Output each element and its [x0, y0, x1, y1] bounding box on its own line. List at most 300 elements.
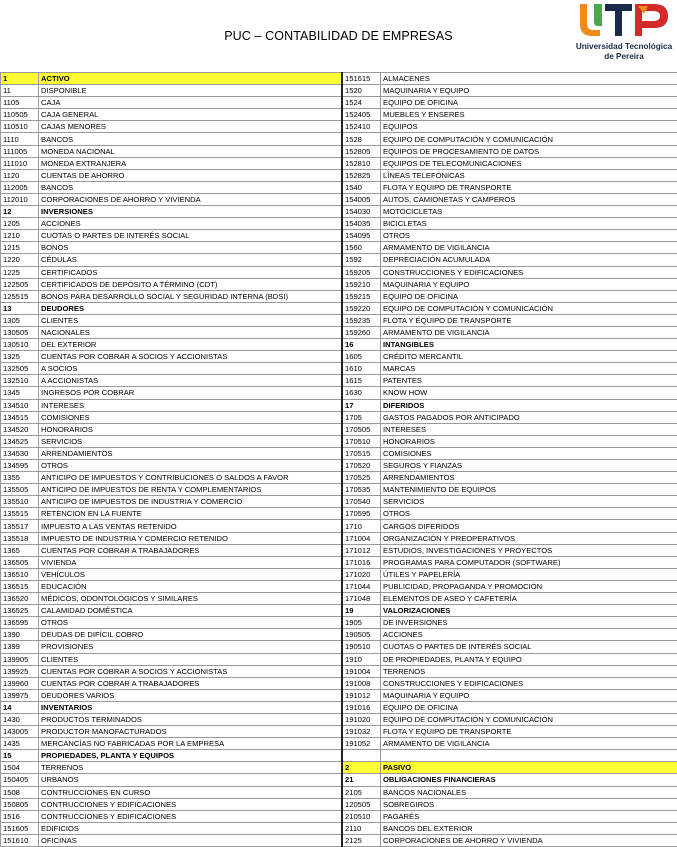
- table-row: [1, 302, 677, 314]
- right-account-code: 191016: [342, 701, 381, 713]
- right-account-code: 159235: [342, 314, 381, 326]
- left-account-code: 139960: [1, 677, 39, 689]
- left-account-code: 1120: [1, 169, 39, 181]
- left-account-name: ACTIVO: [39, 73, 343, 85]
- right-account-code: 159205: [342, 266, 381, 278]
- right-account-code: 170540: [342, 496, 381, 508]
- left-account-name: RETENCION EN LA FUENTE: [39, 508, 343, 520]
- left-account-code: 110510: [1, 121, 39, 133]
- left-account-code: 130510: [1, 339, 39, 351]
- right-account-name: EQUIPO DE OFICINA: [381, 701, 677, 713]
- table-row: [1, 73, 677, 85]
- left-account-name: CONTRUCCIONES Y EDIFICACIONES: [39, 810, 343, 822]
- left-account-code: 1435: [1, 738, 39, 750]
- right-account-code: 1520: [342, 85, 381, 97]
- table-row: [1, 834, 677, 846]
- right-account-name: ALMACENES: [381, 73, 677, 85]
- left-account-name: OFICINAS: [39, 834, 343, 846]
- right-account-code: 170510: [342, 435, 381, 447]
- right-account-name: EQUIPO DE COMPUTACIÓN Y COMUNICACIÓN: [381, 302, 677, 314]
- left-account-code: 143005: [1, 726, 39, 738]
- table-row: [1, 145, 677, 157]
- right-account-name: EQUIPO DE COMPUTACIÓN Y COMUNICACIÓN: [381, 133, 677, 145]
- right-account-code: 152805: [342, 145, 381, 157]
- table-row: [1, 665, 677, 677]
- right-account-name: INTERESES: [381, 423, 677, 435]
- table-row: [1, 786, 677, 798]
- table-row: [1, 351, 677, 363]
- right-account-code: 16: [342, 339, 381, 351]
- table-row: [1, 387, 677, 399]
- table-row: [1, 266, 677, 278]
- right-account-name: DE INVERSIONES: [381, 617, 677, 629]
- left-account-code: 132510: [1, 375, 39, 387]
- left-account-code: 134525: [1, 435, 39, 447]
- right-account-code: 170595: [342, 508, 381, 520]
- right-account-name: BICICLETAS: [381, 218, 677, 230]
- table-row: [1, 447, 677, 459]
- left-account-code: 139925: [1, 665, 39, 677]
- left-account-name: ANTICIPO DE IMPUESTOS DE RENTA Y COMPLEMENTARIOS: [39, 484, 343, 496]
- left-account-name: CUENTAS POR COBRAR A TRABAJADORES: [39, 677, 343, 689]
- left-account-code: 135515: [1, 508, 39, 520]
- table-row: [1, 411, 677, 423]
- right-account-name: COMISIONES: [381, 447, 677, 459]
- table-row: [1, 568, 677, 580]
- right-account-name: CONSTRUCCIONES Y EDIFICACIONES: [381, 266, 677, 278]
- right-account-name: PUBLICIDAD, PROPAGANDA Y PROMOCIÓN: [381, 580, 677, 592]
- left-account-name: PROVISIONES: [39, 641, 343, 653]
- table-row: [1, 726, 677, 738]
- left-account-code: 1210: [1, 230, 39, 242]
- table-row: [1, 326, 677, 338]
- right-account-name: SOBREGIROS: [381, 798, 677, 810]
- table-row: [1, 181, 677, 193]
- left-account-code: 112010: [1, 193, 39, 205]
- table-row: [1, 810, 677, 822]
- left-account-code: 111005: [1, 145, 39, 157]
- left-account-code: 139905: [1, 653, 39, 665]
- left-account-name: COMISIONES: [39, 411, 343, 423]
- table-row: [1, 798, 677, 810]
- left-account-name: CUENTAS POR COBRAR A SOCIOS Y ACCIONISTAS: [39, 351, 343, 363]
- left-account-code: 1504: [1, 762, 39, 774]
- right-account-name: MAQUINARIA Y EQUIPO: [381, 689, 677, 701]
- right-account-name: MUEBLES Y ENSERES: [381, 109, 677, 121]
- left-account-code: 134510: [1, 399, 39, 411]
- right-account-code: 1630: [342, 387, 381, 399]
- right-account-code: 210510: [342, 810, 381, 822]
- left-account-name: EDIFICIOS: [39, 822, 343, 834]
- left-account-code: 15: [1, 750, 39, 762]
- table-row: [1, 822, 677, 834]
- left-account-name: NACIONALES: [39, 326, 343, 338]
- right-account-name: OBLIGACIONES FINANCIERAS: [381, 774, 677, 786]
- left-account-name: INTERESES: [39, 399, 343, 411]
- left-account-name: CERTIFICADOS: [39, 266, 343, 278]
- left-account-code: 125515: [1, 290, 39, 302]
- left-account-name: A SOCIOS: [39, 363, 343, 375]
- table-row: [1, 157, 677, 169]
- left-account-name: DEUDORES: [39, 302, 343, 314]
- left-account-name: MERCANCÍAS NO FABRICADAS POR LA EMPRESA: [39, 738, 343, 750]
- left-account-code: 134595: [1, 460, 39, 472]
- right-account-name: EQUIPOS DE PROCESAMIENTO DE DATOS: [381, 145, 677, 157]
- right-account-code: 170525: [342, 472, 381, 484]
- table-row: [1, 133, 677, 145]
- left-account-code: 1205: [1, 218, 39, 230]
- table-row: [1, 701, 677, 713]
- right-account-name: MANTENIMIENTO DE EQUIPOS: [381, 484, 677, 496]
- table-row: [1, 230, 677, 242]
- table-row: [1, 290, 677, 302]
- left-account-name: CUENTAS DE AHORRO: [39, 169, 343, 181]
- right-account-code: 191032: [342, 726, 381, 738]
- right-account-name: OTROS: [381, 230, 677, 242]
- right-account-name: FLOTA Y EQUIPO DE TRANSPORTE: [381, 314, 677, 326]
- right-account-code: 191020: [342, 713, 381, 725]
- left-account-code: 135505: [1, 484, 39, 496]
- right-account-name: [381, 750, 677, 762]
- table-row: [1, 653, 677, 665]
- utp-logo-icon: [574, 0, 674, 40]
- table-row: [1, 556, 677, 568]
- left-account-name: PROPIEDADES, PLANTA Y EQUIPOS: [39, 750, 343, 762]
- right-account-code: [342, 750, 381, 762]
- right-account-code: 170520: [342, 460, 381, 472]
- right-account-name: TERRENOS: [381, 665, 677, 677]
- left-account-code: 1225: [1, 266, 39, 278]
- table-row: [1, 375, 677, 387]
- table-row: [1, 544, 677, 556]
- right-account-code: 159210: [342, 278, 381, 290]
- left-account-name: TERRENOS: [39, 762, 343, 774]
- right-account-code: 170535: [342, 484, 381, 496]
- left-account-name: ANTICIPO DE IMPUESTOS Y CONTRIBUCIONES O SALDOS A FAVOR: [39, 472, 343, 484]
- left-account-code: 1215: [1, 242, 39, 254]
- left-account-name: MONEDA EXTRANJERA: [39, 157, 343, 169]
- left-account-code: 1220: [1, 254, 39, 266]
- table-row: [1, 484, 677, 496]
- table-row: [1, 689, 677, 701]
- right-account-name: MOTOCICLETAS: [381, 206, 677, 218]
- right-account-name: CORPORACIONES DE AHORRO Y VIVIENDA: [381, 834, 677, 846]
- left-account-name: BONOS PARA DESARROLLO SOCIAL Y SEGURIDAD INTERNA (BDSI): [39, 290, 343, 302]
- right-account-code: 171020: [342, 568, 381, 580]
- left-account-code: 136525: [1, 605, 39, 617]
- table-row: [1, 339, 677, 351]
- table-row: [1, 423, 677, 435]
- left-account-name: MONEDA NACIONAL: [39, 145, 343, 157]
- left-account-code: 122505: [1, 278, 39, 290]
- right-account-name: ORGANIZACIÓN Y PREOPERATIVOS: [381, 532, 677, 544]
- left-account-code: 1345: [1, 387, 39, 399]
- table-row: [1, 713, 677, 725]
- table-row: [1, 169, 677, 181]
- right-account-name: BANCOS NACIONALES: [381, 786, 677, 798]
- left-account-name: OTROS: [39, 460, 343, 472]
- table-row: [1, 460, 677, 472]
- left-account-name: BANCOS: [39, 181, 343, 193]
- table-row: [1, 641, 677, 653]
- right-account-code: 190510: [342, 641, 381, 653]
- right-account-code: 152410: [342, 121, 381, 133]
- table-row: [1, 677, 677, 689]
- left-account-name: BONOS: [39, 242, 343, 254]
- right-account-code: 154035: [342, 218, 381, 230]
- left-account-code: 111010: [1, 157, 39, 169]
- left-account-name: CERTIFICADOS DE DEPÓSITO A TÉRMINO (CDT): [39, 278, 343, 290]
- left-account-name: CONTRUCCIONES Y EDIFICACIONES: [39, 798, 343, 810]
- right-account-code: 2125: [342, 834, 381, 846]
- right-account-code: 21: [342, 774, 381, 786]
- right-account-name: CONSTRUCCIONES Y EDIFICACIONES: [381, 677, 677, 689]
- right-account-name: VALORIZACIONES: [381, 605, 677, 617]
- left-account-code: 1325: [1, 351, 39, 363]
- left-account-code: 1516: [1, 810, 39, 822]
- right-account-code: 1905: [342, 617, 381, 629]
- left-account-name: BANCOS: [39, 133, 343, 145]
- left-account-code: 151610: [1, 834, 39, 846]
- right-account-name: DIFERIDOS: [381, 399, 677, 411]
- right-account-code: 17: [342, 399, 381, 411]
- left-account-code: 1430: [1, 713, 39, 725]
- right-account-name: MAQUINARIA Y EQUIPO: [381, 278, 677, 290]
- table-row: [1, 472, 677, 484]
- right-account-code: 2105: [342, 786, 381, 798]
- left-account-name: ARRENDAMIENTOS: [39, 447, 343, 459]
- table-row: [1, 254, 677, 266]
- left-account-name: CAJA: [39, 97, 343, 109]
- right-account-code: 1610: [342, 363, 381, 375]
- table-row: [1, 121, 677, 133]
- right-account-name: ARRENDAMIENTOS: [381, 472, 677, 484]
- left-account-code: 1355: [1, 472, 39, 484]
- left-account-code: 1: [1, 73, 39, 85]
- left-account-name: URBANOS: [39, 774, 343, 786]
- right-account-code: 171012: [342, 544, 381, 556]
- left-account-code: 14: [1, 701, 39, 713]
- right-account-name: SERVICIOS: [381, 496, 677, 508]
- right-account-code: 171004: [342, 532, 381, 544]
- right-account-name: OTROS: [381, 508, 677, 520]
- left-account-name: DEUDORES VARIOS: [39, 689, 343, 701]
- right-account-name: PAGARÉS: [381, 810, 677, 822]
- left-account-name: INVENTARIOS: [39, 701, 343, 713]
- table-row: [1, 218, 677, 230]
- table-row: [1, 496, 677, 508]
- left-account-name: CONTRUCCIONES EN CURSO: [39, 786, 343, 798]
- left-account-code: 150805: [1, 798, 39, 810]
- right-account-name: MAQUINARIA Y EQUIPO: [381, 85, 677, 97]
- right-account-code: 171016: [342, 556, 381, 568]
- left-account-code: 1305: [1, 314, 39, 326]
- right-account-name: ACCIONES: [381, 629, 677, 641]
- right-account-code: 191008: [342, 677, 381, 689]
- right-account-name: MARCAS: [381, 363, 677, 375]
- right-account-name: ELEMENTOS DE ASEO Y CAFETERÍA: [381, 593, 677, 605]
- left-account-code: 132505: [1, 363, 39, 375]
- left-account-code: 139975: [1, 689, 39, 701]
- right-account-name: ÚTILES Y PAPELERÍA: [381, 568, 677, 580]
- right-account-code: 152405: [342, 109, 381, 121]
- right-account-code: 191004: [342, 665, 381, 677]
- left-account-code: 136505: [1, 556, 39, 568]
- right-account-code: 2: [342, 762, 381, 774]
- table-row: [1, 774, 677, 786]
- right-account-name: DEPRECIACIÓN ACUMULADA: [381, 254, 677, 266]
- left-account-name: CORPORACIONES DE AHORRO Y VIVIENDA: [39, 193, 343, 205]
- right-account-name: CUOTAS O PARTES DE INTERÉS SOCIAL: [381, 641, 677, 653]
- left-account-name: VIVIENDA: [39, 556, 343, 568]
- left-account-name: CLIENTES: [39, 653, 343, 665]
- right-account-name: EQUIPOS DE TELECOMUNICACIONES: [381, 157, 677, 169]
- right-account-name: ARMAMENTO DE VIGILANCIA: [381, 738, 677, 750]
- right-account-name: BANCOS DEL EXTERIOR: [381, 822, 677, 834]
- right-account-code: 191052: [342, 738, 381, 750]
- left-account-name: DISPONIBLE: [39, 85, 343, 97]
- left-account-name: INVERSIONES: [39, 206, 343, 218]
- table-row: [1, 363, 677, 375]
- left-account-name: CALAMIDAD DOMÉSTICA: [39, 605, 343, 617]
- right-account-code: 1910: [342, 653, 381, 665]
- left-account-name: CUOTAS O PARTES DE INTERÉS SOCIAL: [39, 230, 343, 242]
- right-account-name: KNOW HOW: [381, 387, 677, 399]
- left-account-code: 136520: [1, 593, 39, 605]
- left-account-name: OTROS: [39, 617, 343, 629]
- table-row: [1, 580, 677, 592]
- right-account-code: 154005: [342, 193, 381, 205]
- left-account-name: DEL EXTERIOR: [39, 339, 343, 351]
- right-account-name: ARMAMENTO DE VIGILANCIA: [381, 326, 677, 338]
- puc-accounts-table: [0, 72, 677, 847]
- table-row: [1, 242, 677, 254]
- left-account-name: CLIENTES: [39, 314, 343, 326]
- left-account-code: 134530: [1, 447, 39, 459]
- logo-university-name: Universidad Tecnológica: [574, 42, 674, 51]
- table-row: [1, 109, 677, 121]
- left-account-code: 135518: [1, 532, 39, 544]
- left-account-code: 1390: [1, 629, 39, 641]
- right-account-name: GASTOS PAGADOS POR ANTICIPADO: [381, 411, 677, 423]
- right-account-name: EQUIPO DE OFICINA: [381, 290, 677, 302]
- table-row: [1, 617, 677, 629]
- table-row: [1, 762, 677, 774]
- table-row: [1, 738, 677, 750]
- right-account-name: FLOTA Y EQUIPO DE TRANSPORTE: [381, 726, 677, 738]
- left-account-code: 12: [1, 206, 39, 218]
- left-account-code: 13: [1, 302, 39, 314]
- left-account-code: 11: [1, 85, 39, 97]
- right-account-name: INTANGIBLES: [381, 339, 677, 351]
- left-account-code: 151605: [1, 822, 39, 834]
- left-account-code: 136515: [1, 580, 39, 592]
- left-account-name: CUENTAS POR COBRAR A SOCIOS Y ACCIONISTAS: [39, 665, 343, 677]
- right-account-code: 1605: [342, 351, 381, 363]
- right-account-code: 170505: [342, 423, 381, 435]
- left-account-code: 1399: [1, 641, 39, 653]
- left-account-name: CAJAS MENORES: [39, 121, 343, 133]
- puc-table-body: [1, 73, 677, 847]
- left-account-code: 136510: [1, 568, 39, 580]
- left-account-name: SERVICIOS: [39, 435, 343, 447]
- right-account-name: HONORARIOS: [381, 435, 677, 447]
- right-account-name: EQUIPO DE OFICINA: [381, 97, 677, 109]
- left-account-name: A ACCIONISTAS: [39, 375, 343, 387]
- table-row: [1, 435, 677, 447]
- page-title: PUC – CONTABILIDAD DE EMPRESAS: [0, 29, 677, 43]
- right-account-code: 1528: [342, 133, 381, 145]
- right-account-code: 170515: [342, 447, 381, 459]
- left-account-code: 130505: [1, 326, 39, 338]
- left-account-code: 136595: [1, 617, 39, 629]
- right-account-name: AUTOS, CAMIONETAS Y CAMPEROS: [381, 193, 677, 205]
- left-account-name: IMPUESTO DE INDUSTRIA Y COMERCIO RETENIDO: [39, 532, 343, 544]
- left-account-name: HONORARIOS: [39, 423, 343, 435]
- left-account-code: 1110: [1, 133, 39, 145]
- table-row: [1, 593, 677, 605]
- right-account-code: 19: [342, 605, 381, 617]
- right-account-code: 1524: [342, 97, 381, 109]
- left-account-name: PRODUCTOR MANOFACTURADOS: [39, 726, 343, 738]
- right-account-code: 1592: [342, 254, 381, 266]
- left-account-code: 134515: [1, 411, 39, 423]
- table-row: [1, 605, 677, 617]
- right-account-code: 159220: [342, 302, 381, 314]
- right-account-name: ARMAMENTO DE VIGILANCIA: [381, 242, 677, 254]
- left-account-name: CÉDULAS: [39, 254, 343, 266]
- right-account-name: EQUIPO DE COMPUTACIÓN Y COMUNICACIÓN: [381, 713, 677, 725]
- left-account-name: DEUDAS DE DIFÍCIL COBRO: [39, 629, 343, 641]
- table-row: [1, 314, 677, 326]
- table-row: [1, 532, 677, 544]
- right-account-code: 2110: [342, 822, 381, 834]
- left-account-name: VEHÍCULOS: [39, 568, 343, 580]
- right-account-name: CRÉDITO MERCANTIL: [381, 351, 677, 363]
- left-account-code: 112005: [1, 181, 39, 193]
- table-row: [1, 206, 677, 218]
- right-account-name: CARGOS DIFERIDOS: [381, 520, 677, 532]
- left-account-code: 1508: [1, 786, 39, 798]
- right-account-code: 1710: [342, 520, 381, 532]
- left-account-code: 1365: [1, 544, 39, 556]
- right-account-code: 152810: [342, 157, 381, 169]
- left-account-name: PRODUCTOS TERMINADOS: [39, 713, 343, 725]
- left-account-name: EDUCACIÓN: [39, 580, 343, 592]
- right-account-code: 152825: [342, 169, 381, 181]
- left-account-code: 150405: [1, 774, 39, 786]
- right-account-code: 171044: [342, 580, 381, 592]
- left-account-name: MÉDICOS, ODONTOLÓGICOS Y SIMILARES: [39, 593, 343, 605]
- right-account-code: 1615: [342, 375, 381, 387]
- left-account-name: IMPUESTO A LAS VENTAS RETENIDO: [39, 520, 343, 532]
- left-account-code: 1105: [1, 97, 39, 109]
- right-account-name: ESTUDIOS, INVESTIGACIONES Y PROYECTOS: [381, 544, 677, 556]
- right-account-name: SEGUROS Y FIANZAS: [381, 460, 677, 472]
- right-account-name: PASIVO: [381, 762, 677, 774]
- left-account-name: ANTICIPO DE IMPUESTOS DE INDUSTRIA Y COMERCIO: [39, 496, 343, 508]
- right-account-name: FLOTA Y EQUIPO DE TRANSPORTE: [381, 181, 677, 193]
- right-account-code: 159260: [342, 326, 381, 338]
- table-row: [1, 750, 677, 762]
- left-account-name: CAJA GENERAL: [39, 109, 343, 121]
- table-row: [1, 278, 677, 290]
- left-account-name: INGRESOS POR COBRAR: [39, 387, 343, 399]
- left-account-name: CUENTAS POR COBRAR A TRABAJADORES: [39, 544, 343, 556]
- table-row: [1, 193, 677, 205]
- right-account-code: 190505: [342, 629, 381, 641]
- right-account-name: DE PROPIEDADES, PLANTA Y EQUIPO: [381, 653, 677, 665]
